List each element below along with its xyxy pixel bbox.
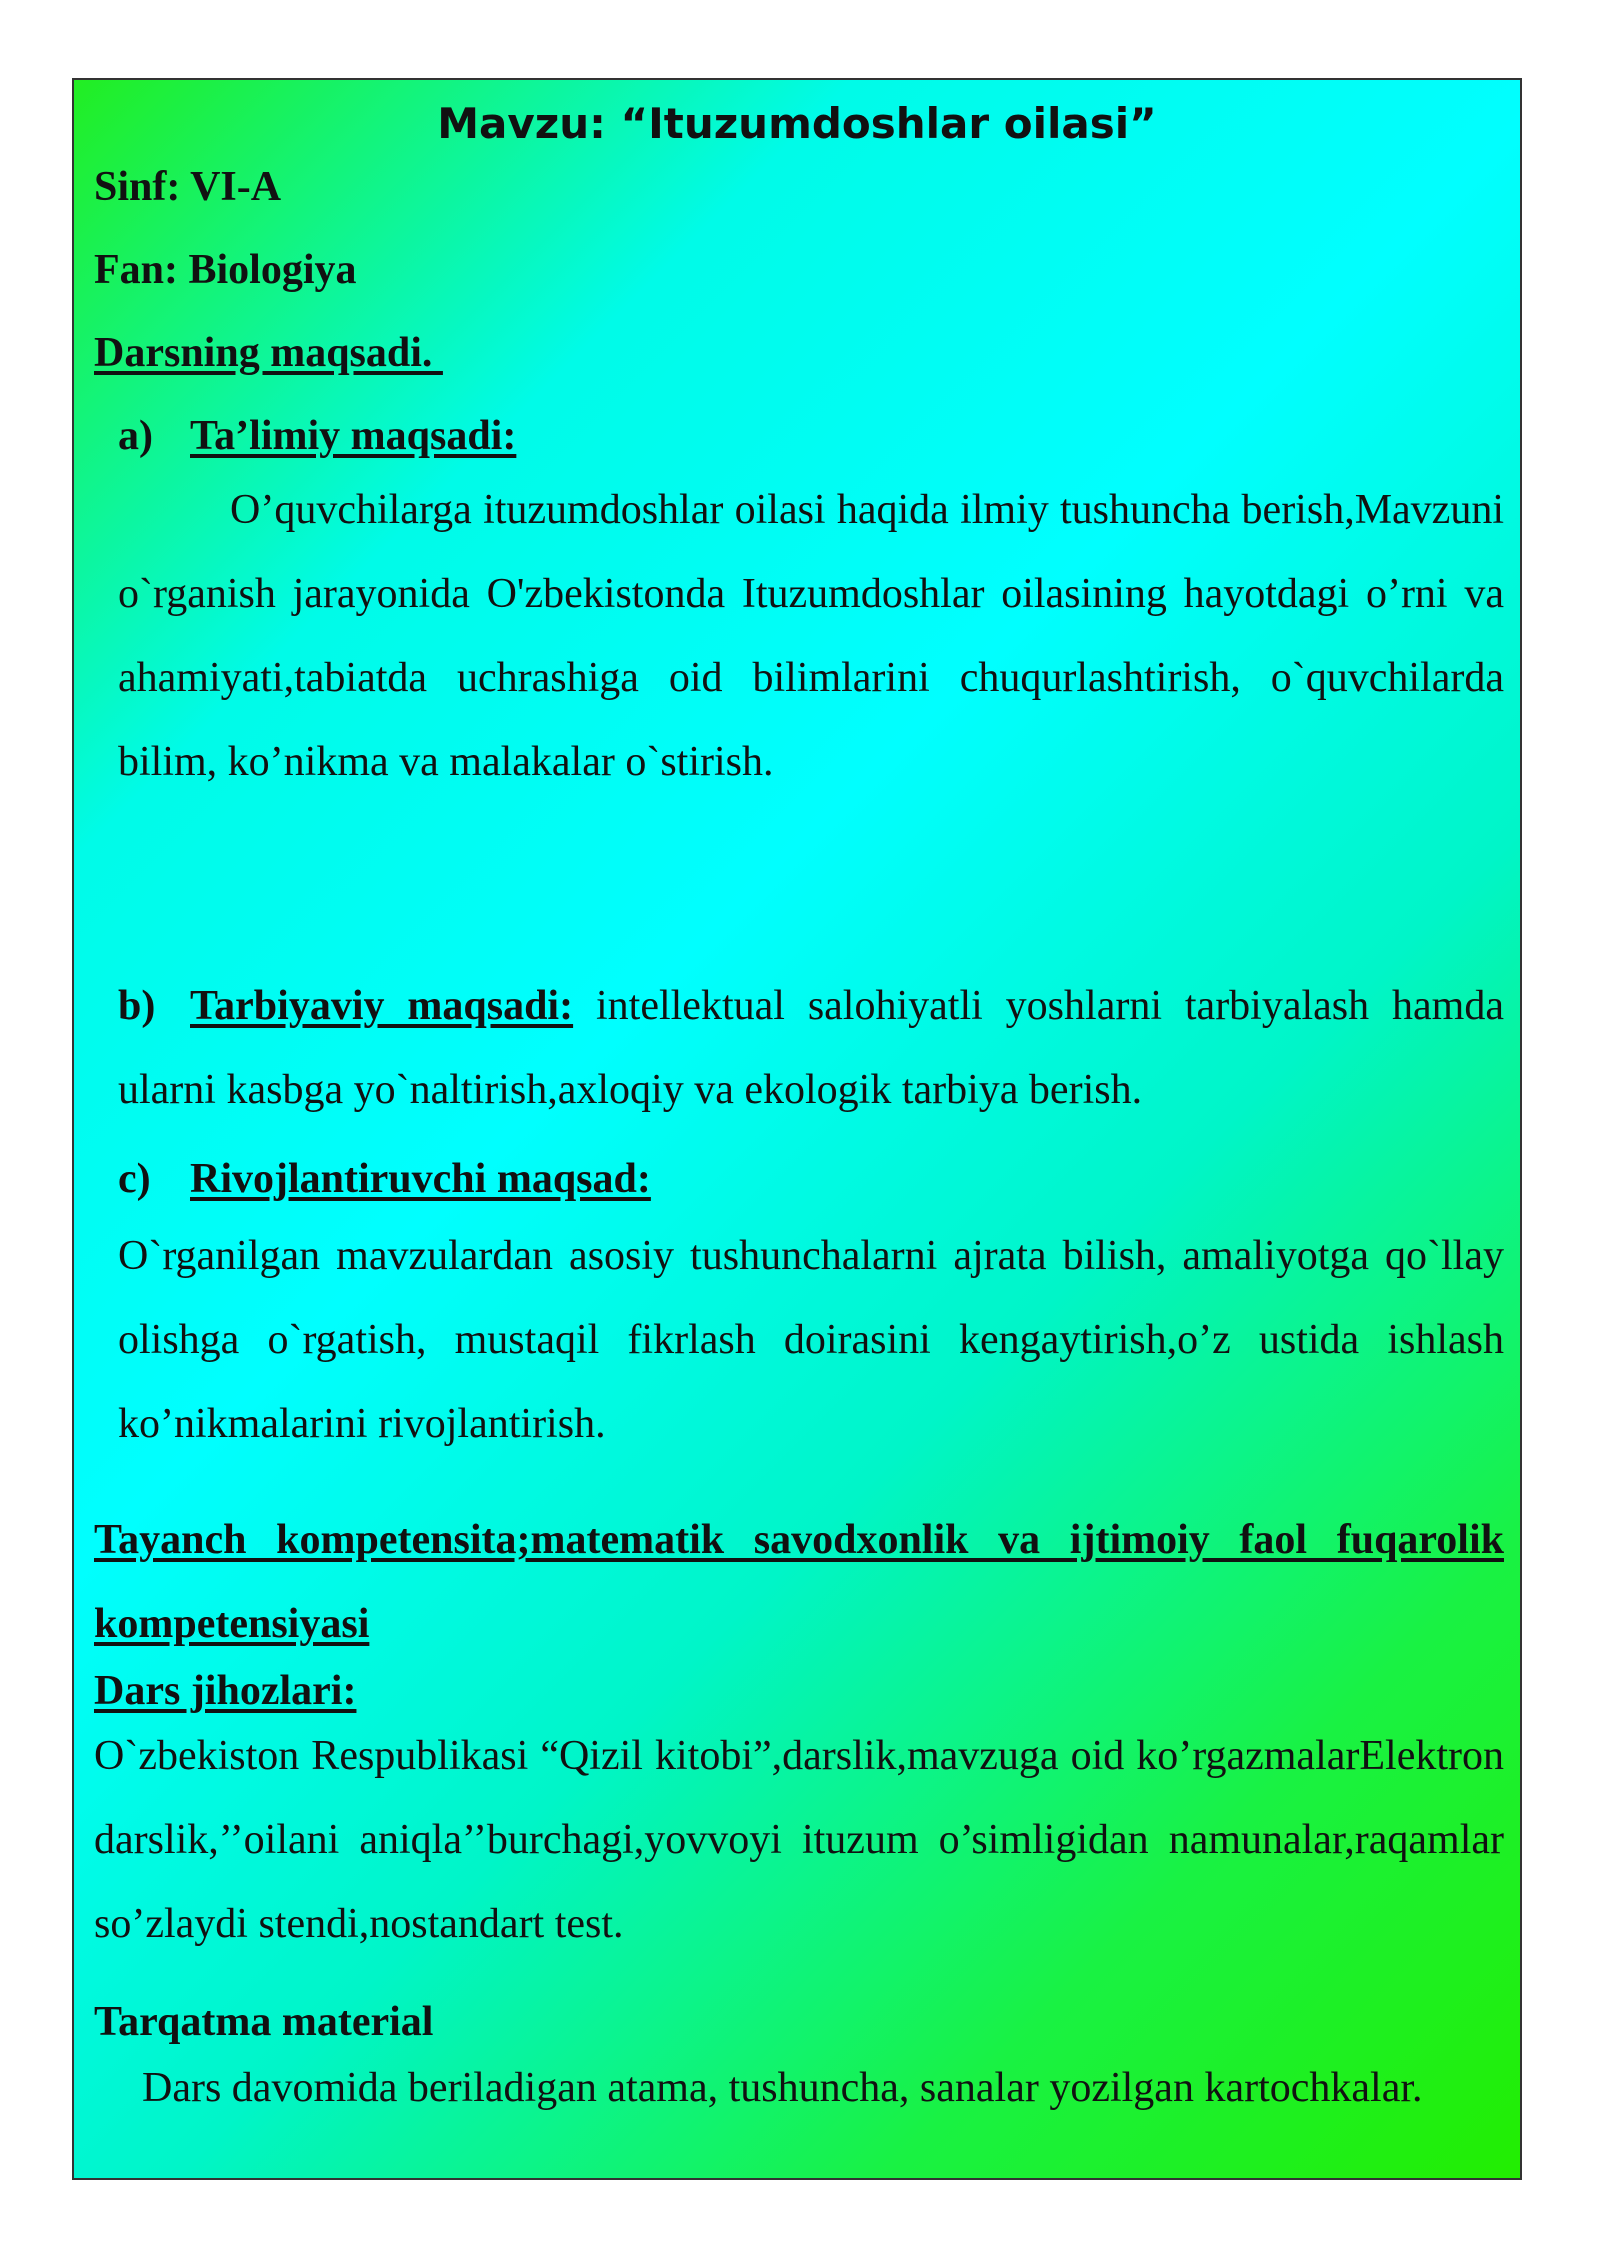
class-line: Sinf: VI-A [94, 164, 282, 210]
goal-c-marker: c) [118, 1156, 151, 1202]
goal-a-title: Ta’limiy maqsadi: [190, 413, 517, 459]
handout-text: Dars davomida beriladigan atama, tushuncha, sanalar yozilgan kartochkalar. [142, 2065, 1423, 2111]
goal-b-paragraph [118, 964, 1504, 1132]
page-title: Mavzu: “Ituzumdoshlar oilasi” [437, 99, 1157, 148]
subject-line: Fan: Biologiya [94, 247, 357, 293]
goal-b-marker: b) [118, 983, 156, 1029]
goal-a-text: O’quvchilarga ituzumdoshlar oilasi haqida ilmiy tushuncha berish,Mavzuni o`rganish jarayonida O'zbekistonda Ituzumdoshlar oilasining hayotdagi o’rni va ahamiyati,tabiatda uchrashiga oid bilimlarini chuqurlashtirish, o`quvchilarda bilim, ko’nikma va malakalar o`stirish. [118, 487, 1504, 785]
goal-c-title: Rivojlantiruvchi maqsad: [190, 1156, 651, 1202]
goal-c-text: O`rganilgan mavzulardan asosiy tushunchalarni ajrata bilish, amaliyotga qo`llay olishga o`rgatish, mustaqil fikrlash doirasini kengaytirish,o’z ustida ishlash ko’nikmalarini rivojlantirish. [118, 1233, 1504, 1447]
competencies-heading: Tayanch kompetensita;matematik savodxonlik va ijtimoiy faol fuqarolik kompetensiyasi [94, 1517, 1504, 1647]
goal-c-heading [118, 1152, 651, 1206]
handout-heading: Tarqatma material [94, 1999, 434, 2045]
equipment-text: O`zbekiston Respublikasi “Qizil kitobi”,darslik,mavzuga oid ko’rgazmalarElektron darslik,’’oilani aniqla’’burchagi,yovvoyi ituzum o’simligidan namunalar,raqamlar so’zlaydi stendi,nostandart test. [94, 1733, 1504, 1947]
goal-a-heading [118, 409, 516, 463]
gradient-frame [72, 78, 1522, 2180]
equipment-heading: Dars jihozlari: [94, 1668, 357, 1714]
goals-heading: Darsning maqsadi. [94, 330, 443, 376]
goal-b-title: Tarbiyaviy maqsadi: [190, 983, 574, 1029]
goal-a-marker: a) [118, 413, 153, 459]
goal-b-text: intellektual salohiyatli yoshlarni tarbiyalash hamda ularni kasbga yo`naltirish,axloqiy va ekologik tarbiya berish. [118, 983, 1504, 1113]
